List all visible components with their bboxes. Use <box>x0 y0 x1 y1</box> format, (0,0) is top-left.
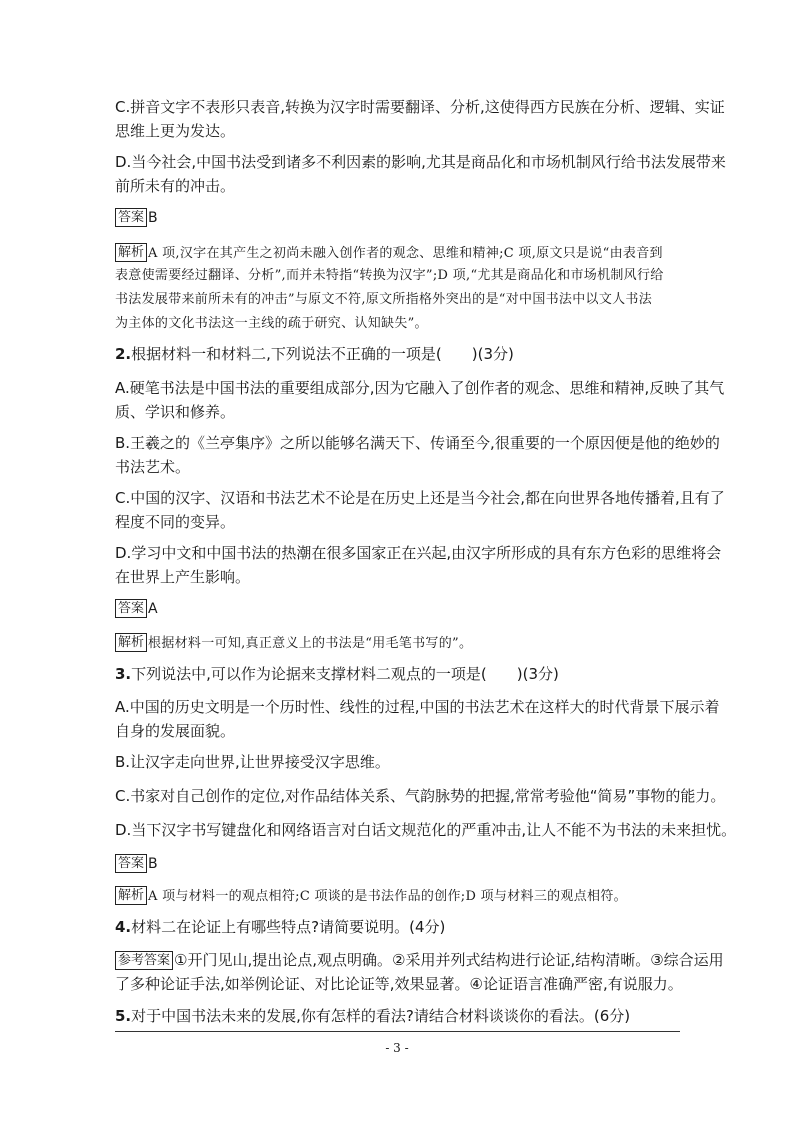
q2-explanation <box>115 633 680 651</box>
page-number: - 3 - <box>385 1041 409 1055</box>
text-line: C.书家对自己创作的定位,对作品结体关系、气韵脉势的把握,常常考验他“简易”事物的能力。 <box>115 787 726 805</box>
text-line: C.拼音文字不表形只表音,转换为汉字时需要翻译、分析,这使得西方民族在分析、逻辑、实证 <box>115 98 725 116</box>
q2-option-a <box>115 378 725 422</box>
text-line: B.让汉字走向世界,让世界接受汉字思维。 <box>115 753 390 771</box>
reference-answer-label: 参考答案 <box>115 951 173 970</box>
explanation-text: A 项,汉字在其产生之初尚未融入创作者的观念、思维和精神;C 项,原文只是说“由表音到 <box>148 246 663 261</box>
text-line: 质、学识和修养。 <box>115 403 236 421</box>
explanation-text: 为主体的文化书法这一主线的疏于研究、认知缺失”。 <box>115 316 428 331</box>
q3-option-a <box>115 697 720 741</box>
question-text: 根据材料一和材料二,下列说法不正确的一项是( )(3分) <box>131 345 514 363</box>
footer-divider <box>115 1031 680 1032</box>
question-number: 5. <box>115 1007 132 1025</box>
q1-option-d <box>115 152 726 196</box>
explanation-label: 解析 <box>115 886 147 905</box>
text-line: A.硬笔书法是中国书法的重要组成部分,因为它融入了创作者的观念、思维和精神,反映了其气 <box>115 379 725 397</box>
text-line: 自身的发展面貌。 <box>115 722 236 740</box>
text-line: D.当下汉字书写键盘化和网络语言对白话文规范化的严重冲击,让人不能不为书法的未来担忧。 <box>115 821 737 839</box>
q3-option-c <box>115 786 726 806</box>
text-line: B.王羲之的《兰亭集序》之所以能够名满天下、传诵至今,很重要的一个原因便是他的绝妙的 <box>115 434 720 452</box>
q2-option-b <box>115 433 720 477</box>
q3-answer <box>115 853 680 873</box>
text-line: 前所未有的冲击。 <box>115 177 236 195</box>
q5-stem <box>115 1006 680 1026</box>
answer-value: A <box>148 601 158 617</box>
text-line: 在世界上产生影响。 <box>115 568 251 586</box>
text-line: 程度不同的变异。 <box>115 513 236 531</box>
text-line: D.学习中文和中国书法的热潮在很多国家正在兴起,由汉字所形成的具有东方色彩的思维将会 <box>115 544 722 562</box>
question-number: 2. <box>115 345 132 363</box>
answer-value: B <box>148 856 158 872</box>
question-text: 对于中国书法未来的发展,你有怎样的看法?请结合材料谈谈你的看法。(6分) <box>131 1007 631 1025</box>
q2-stem <box>115 344 680 364</box>
text-line: A.中国的历史文明是一个历时性、线性的过程,中国的书法艺术在这样大的时代背景下展示着 <box>115 698 720 716</box>
answer-label: 答案 <box>115 599 147 618</box>
q2-answer <box>115 598 680 618</box>
text-line: 书法艺术。 <box>115 458 191 476</box>
q1-explanation <box>115 243 680 333</box>
explanation-text: A 项与材料一的观点相符;C 项谈的是书法作品的创作;D 项与材料三的观点相符。 <box>148 889 627 904</box>
q3-option-b <box>115 752 680 772</box>
reference-answer-text: 了多种论证手法,如举例论证、对比论证等,效果显著。④论证语言准确严密,有说服力。 <box>115 975 683 993</box>
explanation-text: 书法发展带来前所未有的冲击”与原文不符,原文所指格外突出的是“对中国书法中以文人书法 <box>115 292 653 307</box>
q2-option-d <box>115 543 722 587</box>
q4-stem <box>115 917 680 937</box>
question-number: 3. <box>115 665 132 683</box>
answer-label: 答案 <box>115 208 147 227</box>
explanation-text: 根据材料一可知,真正意义上的书法是“用毛笔书写的”。 <box>148 636 473 651</box>
text-line: 思维上更为发达。 <box>115 122 236 140</box>
question-text: 下列说法中,可以作为论据来支撑材料二观点的一项是( )(3分) <box>131 665 559 683</box>
q3-option-d <box>115 820 737 840</box>
q4-reference-answer <box>115 950 724 994</box>
q3-explanation <box>115 886 680 904</box>
text-line: D.当今社会,中国书法受到诸多不利因素的影响,尤其是商品化和市场机制风行给书法发展带来 <box>115 153 726 171</box>
question-text: 材料二在论证上有哪些特点?请简要说明。(4分) <box>131 918 446 936</box>
question-number: 4. <box>115 918 132 936</box>
q1-answer <box>115 207 680 227</box>
answer-value: B <box>148 210 158 226</box>
explanation-label: 解析 <box>115 633 147 652</box>
q2-option-c <box>115 488 725 532</box>
reference-answer-text: ①开门见山,提出论点,观点明确。②采用并列式结构进行论证,结构清晰。③综合运用 <box>174 951 724 969</box>
q3-stem <box>115 664 680 684</box>
text-line: C.中国的汉字、汉语和书法艺术不论是在历史上还是当今社会,都在向世界各地传播着,且有了 <box>115 489 725 507</box>
explanation-label: 解析 <box>115 243 147 262</box>
q1-option-c <box>115 97 725 141</box>
explanation-text: 表意使需要经过翻译、分析”,而并未特指“转换为汉字”;D 项,“尤其是商品化和市场机制风行给 <box>115 268 664 283</box>
answer-label: 答案 <box>115 854 147 873</box>
